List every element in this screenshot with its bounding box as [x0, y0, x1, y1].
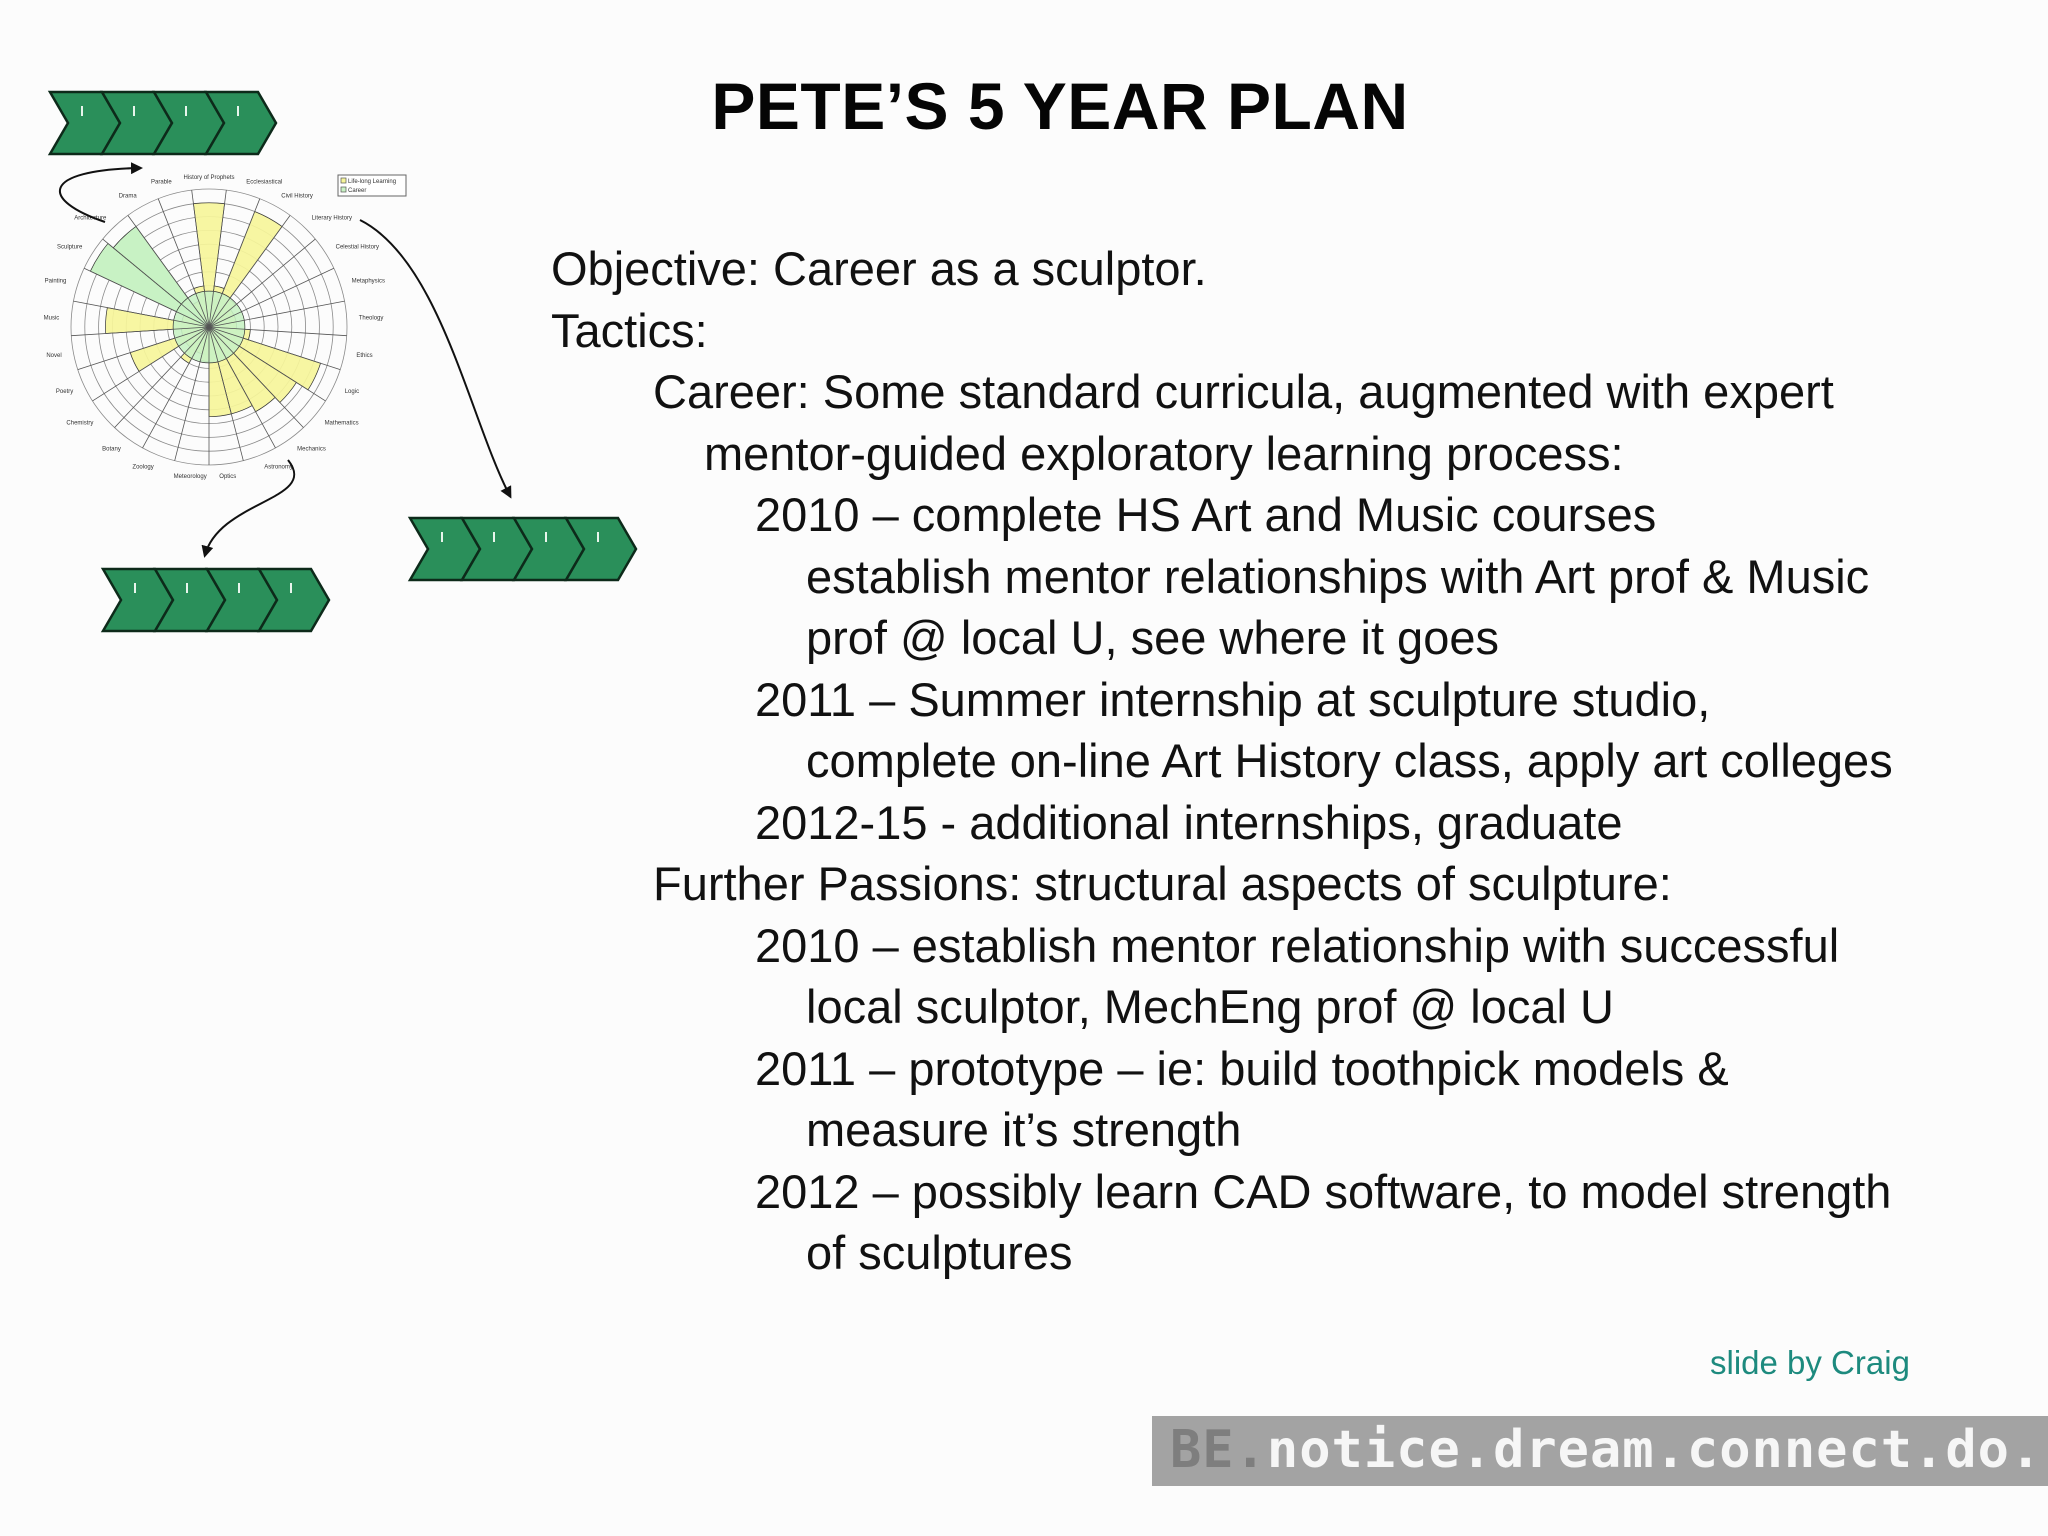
radar-label: Novel: [46, 353, 62, 360]
radar-label: Ecclesiastical: [246, 179, 283, 186]
footer-text: notice.dream.connect.do.: [1266, 1420, 2043, 1480]
radar-label: Celestial History: [335, 244, 380, 251]
radar-label: Civil History: [281, 193, 313, 200]
radar-label: Literary History: [311, 215, 353, 222]
radar-label: Mechanics: [297, 446, 326, 453]
radar-label: Poetry: [55, 388, 74, 395]
plan-line: 2010 – establish mentor relationship with successful: [755, 918, 1840, 972]
plan-line: 2012-15 - additional internships, graduate: [755, 795, 1623, 849]
radar-label: Ethics: [356, 353, 373, 360]
plan-line: prof @ local U, see where it goes: [806, 611, 1499, 664]
legend-career: Career: [348, 188, 367, 194]
radar-label: Sculpture: [56, 244, 83, 251]
plan-line: Objective: Career as a sculptor.: [551, 242, 1207, 295]
chevron-strip-top: [50, 92, 276, 154]
slide-title: PETE’S 5 YEAR PLAN: [711, 69, 1409, 143]
radar-label: Meteorology: [173, 473, 207, 480]
chevron-strip-bottom: [103, 569, 329, 631]
plan-line: mentor-guided exploratory learning process:: [704, 426, 1624, 480]
slide-credit: slide by Craig: [1710, 1344, 1910, 1381]
radar-label: Zoology: [132, 464, 154, 471]
plan-line: 2011 – prototype – ie: build toothpick models &: [755, 1041, 1729, 1095]
footer-tagline: [1170, 1420, 2042, 1480]
footer-prefix: BE.: [1170, 1420, 1267, 1480]
radar-label: Theology: [358, 315, 384, 322]
radar-label: Logic: [344, 388, 360, 395]
plan-line: 2011 – Summer internship at sculpture studio,: [755, 672, 1711, 726]
legend-box: [338, 175, 406, 196]
plan-line: of sculptures: [806, 1226, 1073, 1279]
chevron-strip-right: [410, 518, 636, 580]
learning-diagram: [0, 0, 660, 660]
plan-line: Career: Some standard curricula, augmented with expert: [653, 365, 1834, 418]
plan-line: measure it’s strength: [806, 1103, 1242, 1156]
radar-label: Chemistry: [66, 420, 94, 427]
plan-line: local sculptor, MechEng prof @ local U: [806, 980, 1614, 1033]
radar-label: Optics: [219, 473, 237, 480]
arrow-to-right-chevron: [360, 220, 510, 496]
radar-label: Botany: [102, 446, 121, 453]
plan-body: [551, 238, 2031, 1284]
radar-label: Music: [43, 315, 60, 322]
legend-swatch-career: [341, 187, 346, 192]
plan-line: 2010 – complete HS Art and Music courses: [755, 488, 1657, 541]
radar-label: Mathematics: [324, 420, 359, 427]
radar-label: Astronomy: [264, 464, 293, 471]
radar-label: Parable: [151, 179, 172, 186]
radar-label: History of Prophets: [183, 175, 235, 181]
radar-label: Drama: [118, 193, 137, 200]
radar-label: Metaphysics: [351, 278, 386, 285]
radar-label: Architecture: [74, 215, 107, 222]
plan-line: complete on-line Art History class, apply art colleges: [806, 734, 1893, 787]
radar-spoke: [92, 327, 209, 401]
plan-line: Further Passions: structural aspects of sculpture:: [653, 857, 1672, 910]
plan-line: 2012 – possibly learn CAD software, to model strength: [755, 1164, 1892, 1218]
plan-line: establish mentor relationships with Art prof & Music: [806, 549, 1870, 603]
legend-swatch-lifelong: [341, 178, 346, 183]
legend-lifelong: Life-long Learning: [348, 179, 397, 185]
plan-line: Tactics:: [551, 303, 708, 357]
radar-label: Painting: [44, 278, 67, 285]
